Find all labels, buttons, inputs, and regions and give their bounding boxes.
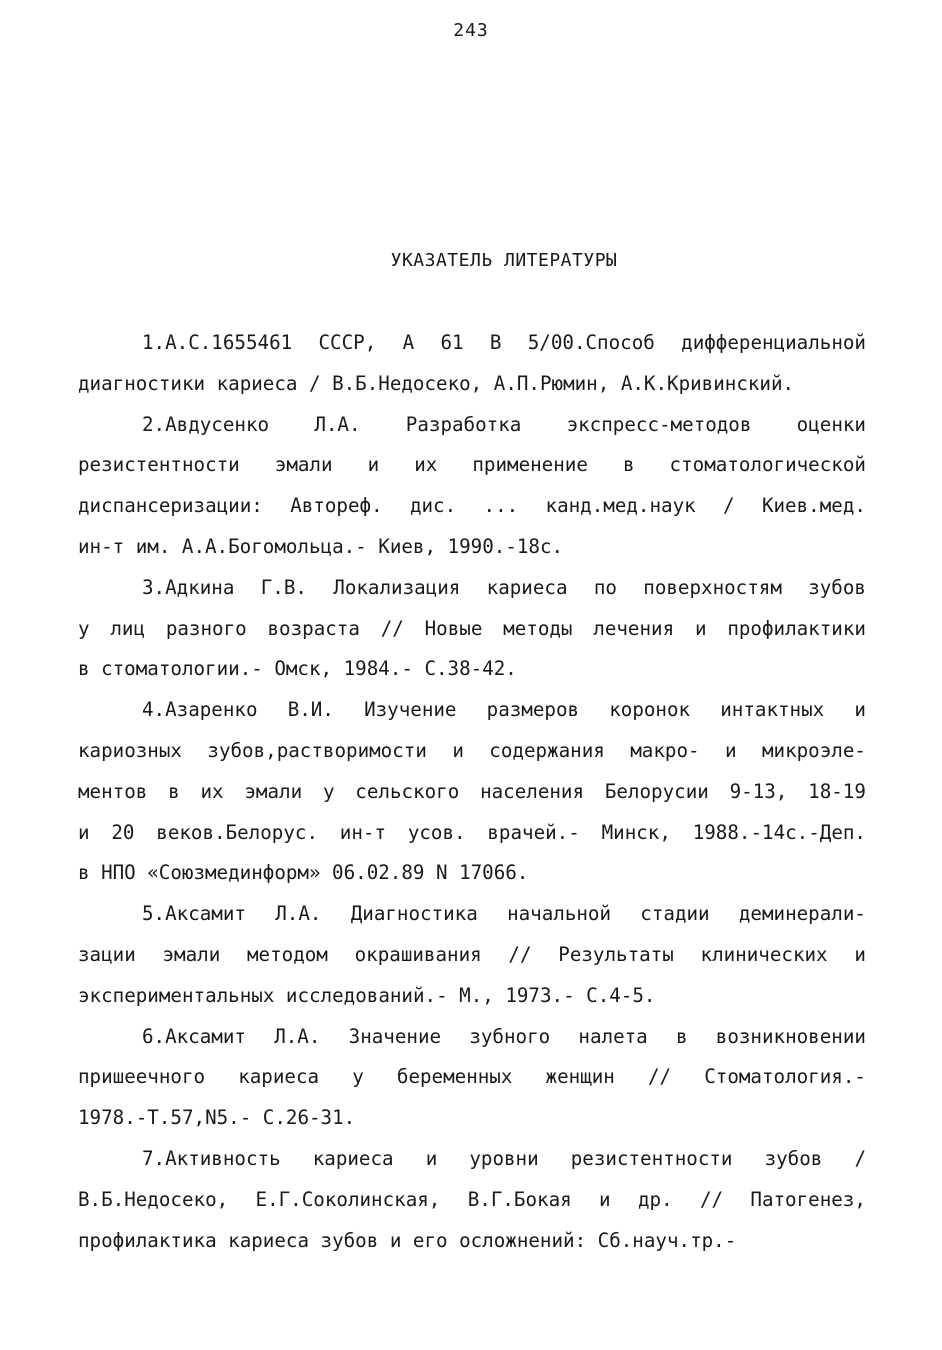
word: усов. (407, 820, 466, 844)
reference-line (78, 942, 866, 983)
word: Киев, (378, 534, 437, 558)
word: диспансеризации: (78, 494, 263, 518)
word: микроэле- (761, 738, 866, 762)
word: В (489, 331, 502, 354)
word: 7.Активность (142, 1146, 281, 1170)
word: / (854, 1146, 866, 1170)
reference-item (78, 1146, 866, 1268)
reference-item (78, 330, 866, 412)
page-title: УКАЗАТЕЛЬ ЛИТЕРАТУРЫ (390, 250, 618, 271)
word: Диагностика (350, 902, 478, 926)
word: Автореф. (290, 494, 383, 518)
word: размеров (486, 698, 580, 722)
word: стоматологической (669, 453, 866, 477)
word: кариозных (78, 738, 182, 762)
reference-line (78, 493, 866, 534)
word: Локализация (333, 575, 461, 599)
word: В.И. (287, 698, 334, 722)
word: дифференциальной (681, 331, 866, 354)
word: 20 (111, 820, 135, 844)
word: Разработка (405, 412, 522, 436)
word: др. (637, 1187, 673, 1211)
word: и (389, 1228, 402, 1252)
reference-line (78, 901, 866, 942)
reference-line (78, 452, 866, 493)
reference-line (78, 983, 866, 1024)
word: врачей.- (487, 820, 580, 844)
word: профилактика (78, 1228, 217, 1252)
reference-line (78, 1105, 866, 1146)
reference-line (78, 860, 866, 901)
word: и (724, 738, 737, 762)
word: Изучение (364, 698, 457, 722)
word: 6.Аксамит (142, 1024, 246, 1048)
word: С.26-31. (262, 1106, 356, 1130)
word: сельского (355, 779, 460, 803)
word: зубов,растворимости (207, 738, 427, 762)
word: в (78, 861, 90, 885)
word: налета (578, 1024, 648, 1048)
word: клинических (700, 942, 828, 966)
word: Сб.науч.тр.- (597, 1228, 737, 1252)
word: А.К.Кривинский. (620, 371, 795, 395)
word: экспресс-методов (566, 412, 752, 436)
word: по (593, 575, 617, 599)
word: // (508, 942, 532, 966)
reference-line (78, 738, 866, 779)
word: НПО (101, 861, 136, 885)
word: эмали (162, 942, 221, 966)
word: дис. (409, 494, 457, 518)
word: А.А.Богомольца.- (181, 534, 367, 558)
word: 61 (440, 331, 464, 354)
word: эмали (244, 779, 303, 803)
word: макро- (630, 738, 700, 762)
reference-item (78, 697, 866, 901)
word: А.П.Рюмин, (493, 371, 610, 395)
word: зубов (764, 1146, 823, 1170)
word: населения (480, 779, 585, 803)
word: 5/00.Способ (527, 331, 655, 354)
reference-line (78, 779, 866, 820)
word: и (367, 453, 380, 477)
word: резистентности (78, 453, 240, 477)
word: интактных (720, 698, 825, 722)
word: ... (483, 494, 519, 518)
reference-list (78, 330, 866, 1268)
word: 1990.-18с. (447, 534, 564, 558)
word: и (452, 738, 464, 762)
word: разного (165, 616, 247, 640)
reference-line (78, 575, 866, 616)
word: в (78, 657, 90, 681)
word: применение (472, 453, 588, 477)
word: и (599, 1187, 611, 1211)
word: 5.Аксамит (142, 902, 246, 926)
word: 1.А.С.1655461 (142, 331, 293, 354)
word: В.Б.Недосеко, (332, 371, 483, 395)
word: лиц (110, 616, 146, 640)
word: у (78, 616, 90, 640)
word: С.4-5. (586, 983, 656, 1007)
word: возникновении (715, 1024, 866, 1048)
word: методом (247, 942, 328, 966)
reference-line (78, 330, 866, 371)
word: оценки (796, 412, 866, 436)
word: их (414, 453, 438, 477)
word: исследований.- (285, 983, 448, 1007)
word: Минск, (601, 820, 671, 844)
word: Патогенез, (750, 1187, 866, 1211)
word: С.38-42. (424, 657, 517, 681)
word: диагностики (78, 371, 206, 395)
word: ин-т (339, 820, 387, 844)
word: 3.Адкина (142, 575, 235, 599)
word: эмали (274, 453, 333, 477)
word: деминерали- (738, 902, 866, 926)
page-number: 243 (453, 20, 489, 41)
word: Значение (348, 1024, 442, 1048)
word: В.Г.Бокая (467, 1187, 572, 1211)
word: кариеса (216, 371, 298, 395)
reference-line (78, 697, 866, 738)
word: N (435, 861, 448, 885)
reference-line (78, 412, 866, 453)
word: Стоматология.- (704, 1065, 866, 1089)
reference-item (78, 412, 866, 575)
word: осложнений: (459, 1228, 587, 1252)
word: 1973.- (505, 983, 575, 1007)
word: Киев.мед. (761, 494, 866, 518)
word: Г.В. (260, 575, 307, 599)
word: его (412, 1228, 448, 1252)
word: 4.Азаренко (142, 698, 258, 722)
reference-line (78, 616, 866, 657)
word: Л.А. (275, 902, 322, 926)
word: Омск, (274, 657, 333, 681)
word: Е.Г.Соколинская, (255, 1187, 441, 1211)
word: кариеса (228, 1228, 310, 1252)
word: / (723, 494, 735, 518)
word: уровни (469, 1146, 539, 1170)
word: у (352, 1065, 364, 1089)
word: возраста (267, 616, 360, 640)
word: Результаты (558, 942, 674, 966)
word: пришеечного (78, 1065, 206, 1089)
word: СССР, (318, 331, 377, 354)
word: кариеса (486, 575, 568, 599)
word: у (322, 779, 335, 803)
reference-line (78, 534, 866, 575)
word: // (380, 616, 404, 640)
reference-line (78, 1024, 866, 1065)
word: 17066. (459, 861, 529, 885)
word: в (168, 779, 180, 803)
word: беременных (396, 1065, 513, 1089)
word: канд.мед.наук (545, 494, 696, 518)
word: / (308, 371, 321, 395)
word: зубного (469, 1024, 551, 1048)
word: начальной (507, 902, 612, 926)
reference-item (78, 1024, 866, 1146)
word: Новые (424, 616, 483, 640)
word: «Союзмединформ» (147, 861, 321, 885)
word: ментов (78, 779, 148, 803)
word: 06.02.89 (332, 861, 425, 885)
reference-line (78, 1187, 866, 1228)
word: окрашивания (354, 942, 482, 966)
reference-line (78, 1146, 866, 1187)
word: и (425, 1146, 438, 1170)
reference-line (78, 1064, 866, 1105)
reference-item (78, 575, 866, 697)
word: стоматологии.- (101, 657, 263, 681)
word: стадии (640, 902, 710, 926)
word: кариеса (238, 1065, 320, 1089)
word: и (854, 698, 866, 722)
word: М., (459, 983, 494, 1007)
word: кариеса (312, 1146, 394, 1170)
word: Белорусии (604, 779, 709, 803)
word: 1978.-Т.57,N5.- (78, 1106, 252, 1130)
word: 1988.-14с.-Деп. (692, 820, 866, 844)
word: Л.А. (314, 412, 361, 436)
word: коронок (609, 698, 691, 722)
word: Л.А. (274, 1024, 321, 1048)
word: им. (135, 534, 171, 558)
word: зубов (320, 1228, 379, 1252)
word: и (694, 616, 707, 640)
word: в (675, 1024, 688, 1048)
word: и (854, 942, 866, 966)
word: поверхностям (643, 575, 782, 599)
word: 1984.- (343, 657, 413, 681)
word: ин-т (78, 534, 125, 558)
word: А (402, 331, 415, 354)
word: профилактики (727, 616, 866, 640)
reference-line (78, 656, 866, 697)
word: веков.Белорус. (156, 820, 318, 844)
word: в (622, 453, 635, 477)
reference-item (78, 901, 866, 1023)
word: 2.Авдусенко (142, 412, 270, 436)
word: зубов (808, 575, 866, 599)
word: методы (503, 616, 573, 640)
word: женщин (545, 1065, 615, 1089)
word: и (78, 820, 90, 844)
word: содержания (489, 738, 605, 762)
word: лечения (593, 616, 675, 640)
word: их (200, 779, 224, 803)
word: 9-13, (729, 779, 788, 803)
word: // (647, 1065, 672, 1089)
word: В.Б.Недосеко, (78, 1187, 229, 1211)
reference-line (78, 1228, 866, 1269)
reference-line (78, 820, 866, 861)
word: резистентности (570, 1146, 733, 1170)
word: зации (78, 942, 136, 966)
word: // (699, 1187, 724, 1211)
word: 18-19 (808, 779, 866, 803)
word: экспериментальных (78, 983, 275, 1007)
reference-line (78, 371, 866, 412)
